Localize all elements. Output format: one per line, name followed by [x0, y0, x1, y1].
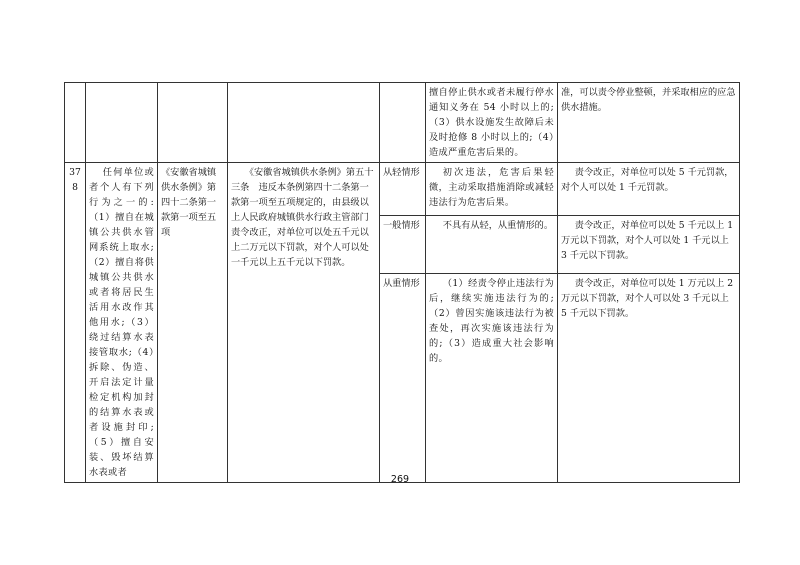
level-circumstance-general: 不具有从轻，从重情形的。 — [426, 216, 558, 274]
basis-cell: 《安徽省城镇供水条例》第四十二条第一款第一项至五项 — [158, 163, 228, 483]
continued-penalty-cell: 准，可以责令停业整顿，并采取相应的应急供水措施。 — [558, 83, 740, 163]
level-penalty-general: 责令改正，对单位可以处 5 千元以上 1 万元以下罚款，对个人可以处 1 千元以上 3 千元以下罚款。 — [558, 216, 740, 274]
penalty-standard-table — [64, 82, 740, 483]
cell-empty — [86, 83, 158, 163]
entry-number: 378 — [65, 163, 86, 483]
continued-circumstance-cell: 擅自停止供水或者未履行停水通知义务在 54 小时以上的;（3）供水设施发生故障后未及时抢修 8 小时以上的;（4）造成严重危害后果的。 — [426, 83, 558, 163]
level-label-heavy: 从重情形 — [380, 273, 426, 482]
level-penalty-light: 责令改正，对单位可以处 5 千元罚款，对个人可以处 1 千元罚款。 — [558, 163, 740, 216]
level-circumstance-light: 初次违法，危害后果轻微，主动采取措施消除或减轻违法行为危害后果。 — [426, 163, 558, 216]
page-number: 269 — [390, 474, 410, 485]
level-label-light: 从轻情形 — [380, 163, 426, 216]
level-label-general: 一般情形 — [380, 216, 426, 274]
level-circumstance-heavy: （1）经责令停止违法行为后，继续实施违法行为的;（2）曾因实施该违法行为被查处，再次实施该违法行为的;（3）造成重大社会影响的。 — [426, 273, 558, 482]
violation-cell: 任何单位或者个人有下列行为之一的:（1）擅自在城镇公共供水管网系统上取水;（2）擅自将供城镇公共供水或者将居民生活用水改作其他用水;（3）绕过结算水表接管取水;（4）拆除、伪造、开启法定计量检定机构加封的结算水表或者设施封印;（5）擅自安装、毁坏结算水表或者 — [86, 163, 158, 483]
penalty-clause-cell: 《安徽省城镇供水条例》第五十三条 违反本条例第四十二条第一款第一项至五项规定的，由县级以上人民政府城镇供水行政主管部门责令改正，对单位可以处五千元以上二万元以下罚款，对个人可以处一千元以上五千元以下罚款。 — [228, 163, 380, 483]
table-row — [65, 163, 740, 216]
level-penalty-heavy: 责令改正，对单位可以处 1 万元以上 2 万元以下罚款，对个人可以处 3 千元以上 5 千元以下罚款。 — [558, 273, 740, 482]
cell-empty — [228, 83, 380, 163]
cell-empty — [158, 83, 228, 163]
table-row-continued — [65, 83, 740, 163]
cell-empty — [65, 83, 86, 163]
cell-empty — [380, 83, 426, 163]
